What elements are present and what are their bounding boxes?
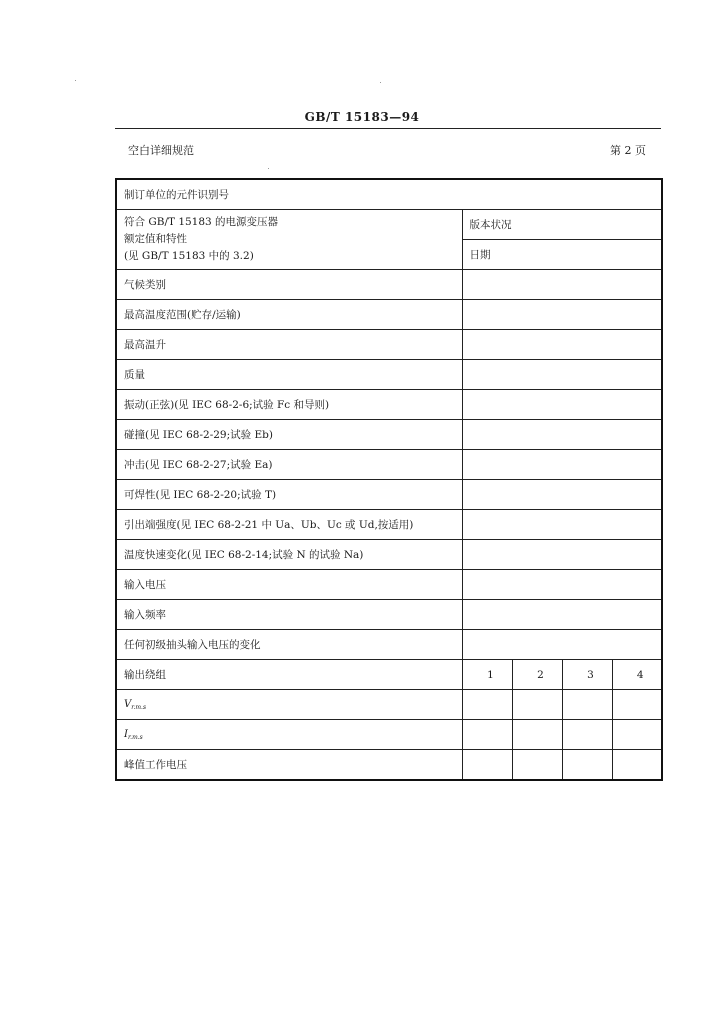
value-cell [462,330,662,360]
row-label: 气候类别 [116,270,462,300]
value-cell [462,390,662,420]
winding-number: 2 [512,660,562,690]
table-row [116,330,662,360]
identification-cell: 制订单位的元件识别号 [116,179,662,210]
row-label: 冲击(见 IEC 68-2-27;试验 Ea) [116,450,462,480]
output-winding-label: 输出绕组 [116,660,462,690]
date-cell: 日期 [462,240,662,270]
value-cell [612,720,662,750]
table-row [116,600,662,630]
value-cell [512,720,562,750]
value-cell [462,360,662,390]
peak-voltage-label: 峰值工作电压 [116,750,462,781]
table-row [116,300,662,330]
header-rule [115,128,661,129]
table-row [116,450,662,480]
value-cell [562,690,612,720]
winding-number: 3 [562,660,612,690]
row-label: 温度快速变化(见 IEC 68-2-14;试验 N 的试验 Na) [116,540,462,570]
value-cell [462,750,512,781]
value-cell [462,420,662,450]
table-row [116,360,662,390]
value-cell [462,630,662,660]
value-cell [462,600,662,630]
description-cell [116,210,462,270]
description-line: 额定值和特性 [124,233,187,245]
document-type: 空白详细规范 [128,144,194,157]
row-label: 任何初级抽头输入电压的变化 [116,630,462,660]
value-cell [462,270,662,300]
value-cell [462,300,662,330]
table-row [116,270,662,300]
value-cell [512,750,562,781]
standard-number: GB/T 15183—94 [304,110,420,124]
value-cell [462,570,662,600]
current-subscript: r.m.s [127,734,143,741]
table-row [116,390,662,420]
table-row [116,210,662,240]
table-row [116,750,662,781]
table-row [116,690,662,720]
row-label: 引出端强度(见 IEC 68-2-21 中 Ua、Ub、Uc 或 Ud,按适用) [116,510,462,540]
value-cell [562,720,612,750]
description-line: 符合 GB/T 15183 的电源变压器 [124,216,279,228]
value-cell [462,450,662,480]
winding-number: 4 [612,660,662,690]
value-cell [462,510,662,540]
spec-table [115,178,663,781]
row-label: 最高温度范围(贮存/运输) [116,300,462,330]
row-label: 振动(正弦)(见 IEC 68-2-6;试验 Fc 和导则) [116,390,462,420]
value-cell [462,690,512,720]
row-label: 可焊性(见 IEC 68-2-20;试验 T) [116,480,462,510]
table-row [116,179,662,210]
table-row [116,420,662,450]
voltage-symbol: V [124,699,132,710]
table-row [116,540,662,570]
table-row [116,660,662,690]
value-cell [462,720,512,750]
row-label: 碰撞(见 IEC 68-2-29;试验 Eb) [116,420,462,450]
value-cell [612,750,662,781]
table-row [116,720,662,750]
winding-number: 1 [462,660,512,690]
version-status-cell: 版本状况 [462,210,662,240]
scan-speck [75,80,76,81]
table-row [116,570,662,600]
voltage-subscript: r.m.s [131,704,147,711]
current-rms-label [116,720,462,750]
value-cell [462,540,662,570]
scan-speck [268,168,269,169]
row-label: 最高温升 [116,330,462,360]
row-label: 输入频率 [116,600,462,630]
value-cell [462,480,662,510]
voltage-rms-label [116,690,462,720]
table-row [116,480,662,510]
value-cell [512,690,562,720]
value-cell [612,690,662,720]
table-row [116,510,662,540]
page-number: 第 2 页 [610,144,646,157]
current-symbol: I [124,729,128,740]
row-label: 输入电压 [116,570,462,600]
description-line: (见 GB/T 15183 中的 3.2) [124,250,254,262]
table-row [116,630,662,660]
scan-speck [380,82,381,83]
value-cell [562,750,612,781]
row-label: 质量 [116,360,462,390]
